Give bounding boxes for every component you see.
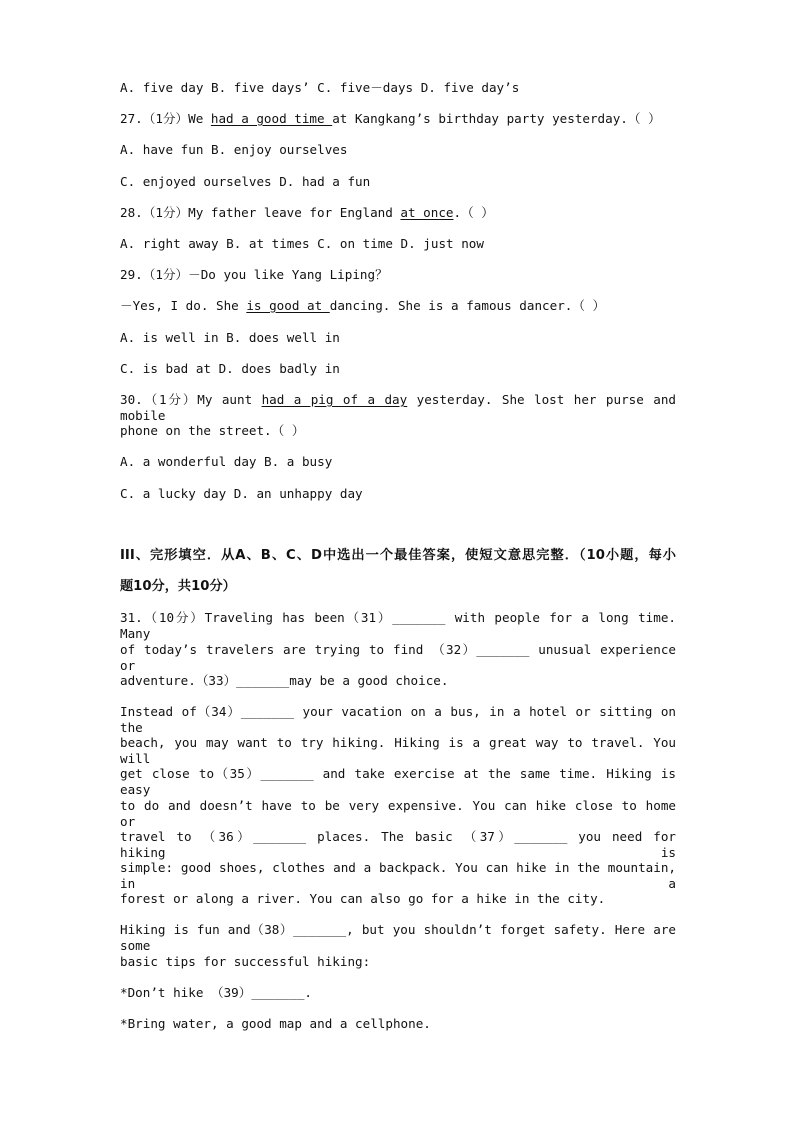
section-3-title-cont: 题10分，共10分） [120,579,236,594]
passage-line: adventure.（33）_______may be a good choice. [120,673,449,688]
q27-underlined-phrase: had a good time [210,111,333,126]
q29-underlined-phrase: is good at [246,298,330,313]
passage-line: *Bring water, a good map and a cellphone. [120,1016,431,1031]
q28-suffix: .（ ） [453,205,494,220]
q30-options-ab: A. a wonderful day B. a busy [120,454,333,469]
passage-line: to do and doesn’t have to be very expensive. You can hike close to home or [120,798,676,829]
q30-question-line2: phone on the street.（ ） [120,423,305,438]
q29-answer-prefix: －Yes, I do. She [120,298,247,313]
passage-line: Instead of（34）_______ your vacation on a bus, in a hotel or sitting on the [120,704,676,735]
section-3-title: III、完形填空．从A、B、C、D中选出一个最佳答案，使短文意思完整．（10小题，每小 [120,548,676,563]
q29-answer-suffix: dancing. She is a famous dancer.（ ） [329,298,606,313]
passage-line: Hiking is fun and（38）_______, but you shouldn’t forget safety. Here are some [120,922,676,953]
passage-line: simple: good shoes, clothes and a backpack. You can hike in the mountain, in a [120,860,676,891]
q27-options-cd: C. enjoyed ourselves D. had a fun [120,174,371,189]
passage-line: forest or along a river. You can also go for a hike in the city. [120,891,606,906]
q27-options-ab: A. have fun B. enjoy ourselves [120,142,348,157]
passage-line: of today’s travelers are trying to find （32）_______ unusual experience or [120,642,676,673]
q30-question [120,392,676,423]
passage-line: 31.（10分）Traveling has been（31）_______ with people for a long time. Many [120,610,676,641]
q27-suffix: at Kangkang’s birthday party yesterday.（ ） [332,111,661,126]
passage-line: beach, you may want to try hiking. Hiking is a great way to travel. You will [120,735,676,766]
q28-underlined-phrase: at once [400,205,454,220]
q29-answer [120,298,676,314]
q29-question: 29.（1分）－Do you like Yang Liping？ [120,267,388,282]
q28-prefix: 28.（1分）My father leave for England [120,205,401,220]
q28-question [120,205,676,221]
q30-underlined-phrase: had a pig of a day [261,392,408,407]
q27-prefix: 27.（1分）We [120,111,211,126]
q30-suffix: yesterday. She lost her purse and mobile [120,392,676,423]
q26-options: A. five day B. five days’ C. five－days D. five day’s [120,80,520,95]
passage-line: travel to （36）_______ places. The basic （37）_______ you need for hiking is [120,829,676,860]
q30-prefix: 30.（1分）My aunt [120,392,262,407]
passage-line: get close to（35）_______ and take exercise at the same time. Hiking is easy [120,766,676,797]
q29-options-cd: C. is bad at D. does badly in [120,361,340,376]
q30-options-cd: C. a lucky day D. an unhappy day [120,486,363,501]
passage-line: basic tips for successful hiking: [120,954,371,969]
q27-question [120,111,676,127]
q29-options-ab: A. is well in B. does well in [120,330,340,345]
q28-options: A. right away B. at times C. on time D. just now [120,236,484,251]
passage-line: *Don’t hike （39）_______. [120,985,312,1000]
